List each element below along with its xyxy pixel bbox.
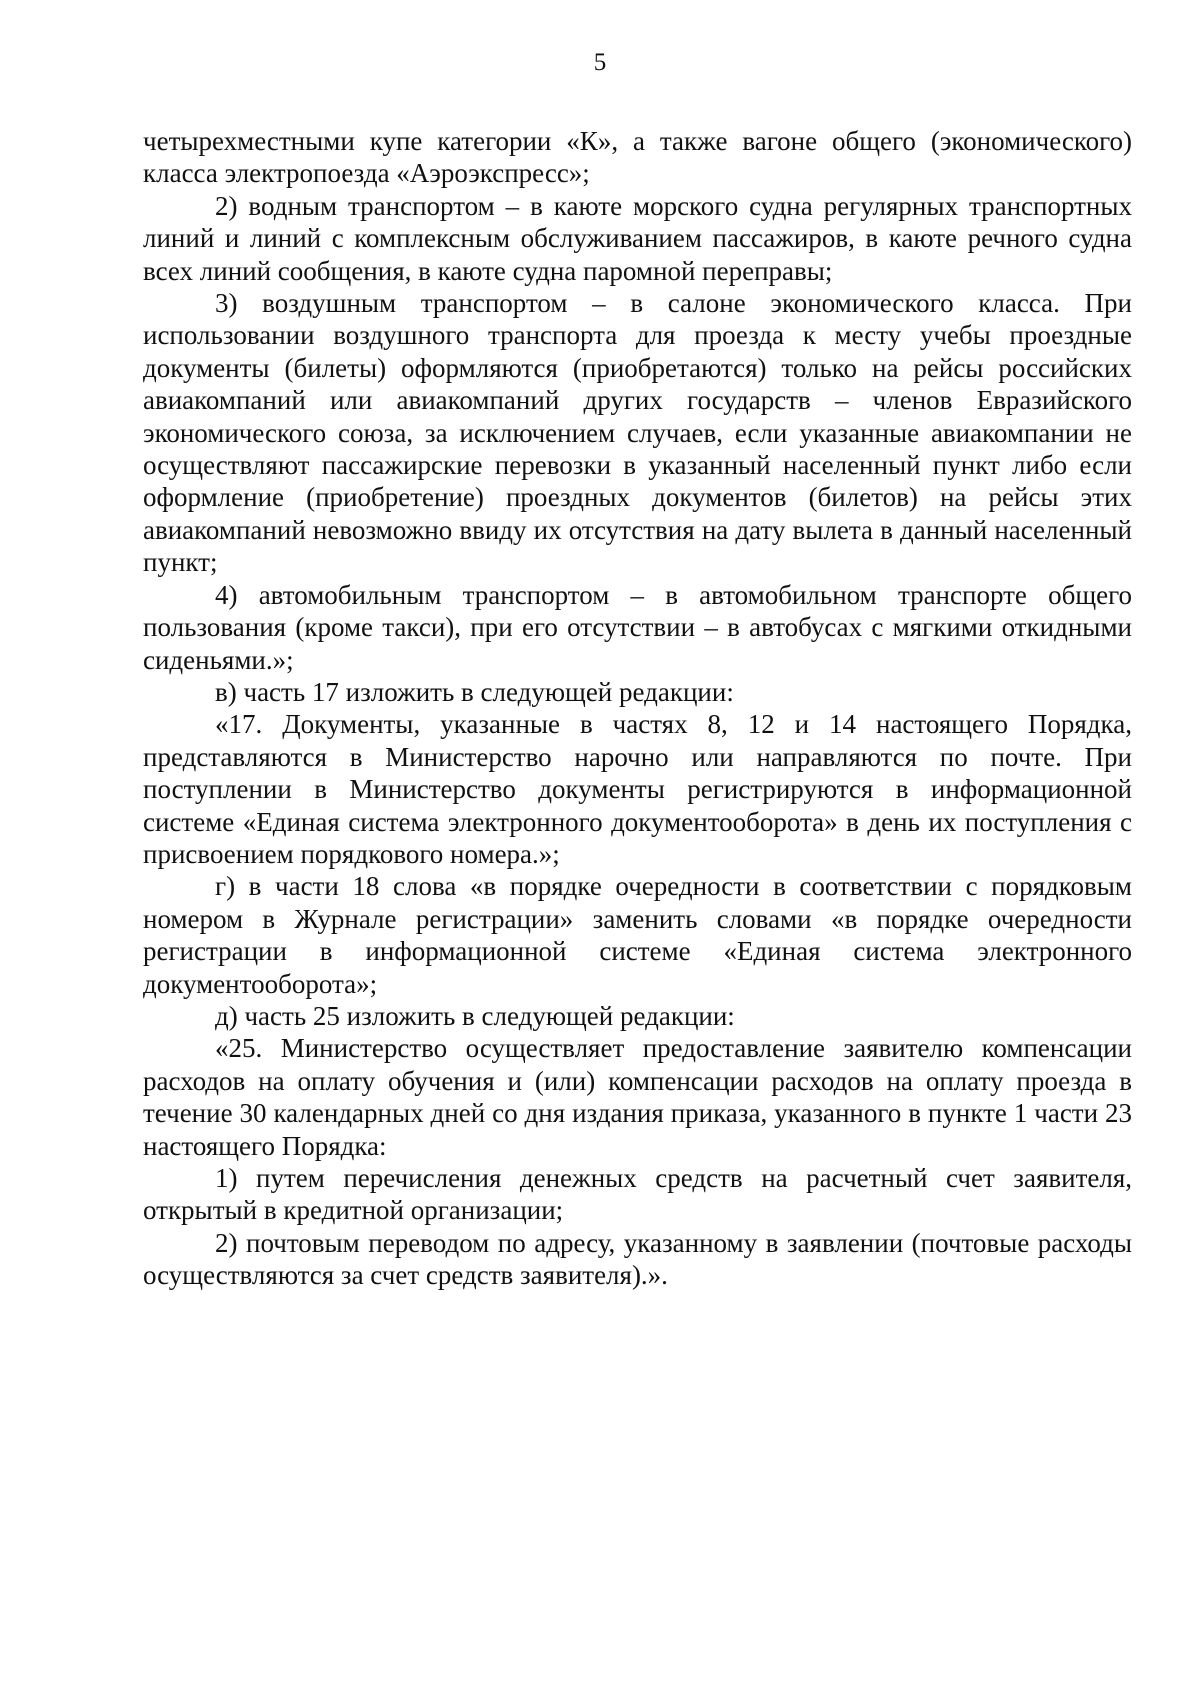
paragraph-amendment-d: д) часть 25 изложить в следующей редакции:: [215, 1000, 735, 1031]
paragraph-road-transport: 4) автомобильным транспортом – в автомобильном транспорте общего пользования (кроме такси), при его отсутствии – в автобусах с мягкими откидными сиденьями.»;: [143, 579, 1132, 675]
paragraph-amendment-v: в) часть 17 изложить в следующей редакции:: [215, 676, 734, 707]
paragraph-water-transport: 2) водным транспортом – в каюте морского судна регулярных транспортных линий и линий с комплексным обслуживанием пассажиров, в каюте речного судна всех линий сообщения, в каюте судна паромной переправы;: [143, 190, 1132, 286]
paragraph-amendment-g: г) в части 18 слова «в порядке очередности в соответствии с порядковым номером в Журнале регистрации» заменить словами «в порядке очередности регистрации в информационной системе «Единая система электронного документооборота»;: [143, 871, 1132, 999]
paragraph-part-25: «25. Министерство осуществляет предоставление заявителю компенсации расходов на оплату обучения и (или) компенсации расходов на оплату проезда в течение 30 календарных дней со дня издания приказа, указанного в пункте 1 части 23 настоящего Порядка:: [143, 1033, 1132, 1161]
paragraph-bank-transfer: 1) путем перечисления денежных средств на расчетный счет заявителя, открытый в кредитной организации;: [143, 1163, 1132, 1226]
paragraph-continuation: четырехместными купе категории «К», а также вагоне общего (экономического) класса электропоезда «Аэроэкспресс»;: [143, 126, 1132, 189]
paragraph-part-17: «17. Документы, указанные в частях 8, 12 и 14 настоящего Порядка, представляются в Министерство нарочно или направляются по почте. При поступлении в Министерство документы регистрируются в информационной системе «Единая система электронного документооборота» в день их поступления с присвоением порядкового номера.»;: [143, 709, 1132, 869]
paragraph-air-transport: 3) воздушным транспортом – в салоне экономического класса. При использовании воздушного транспорта для проезда к месту учебы проездные документы (билеты) оформляются (приобретаются) только на рейсы российских авиакомпаний или авиакомпаний других государств – членов Евразийского экономического союза, за исключением случаев, если указанные авиакомпании не осуществляют пассажирские перевозки в указанный населенный пункт либо если оформление (приобретение) проездных документов (билетов) на рейсы этих авиакомпаний невозможно ввиду их отсутствия на дату вылета в данный населенный пункт;: [143, 288, 1132, 578]
page-number: 5: [593, 49, 607, 76]
paragraph-postal-transfer: 2) почтовым переводом по адресу, указанному в заявлении (почтовые расходы осуществляются за счет средств заявителя).».: [143, 1227, 1132, 1291]
document-body: [143, 125, 1132, 1292]
